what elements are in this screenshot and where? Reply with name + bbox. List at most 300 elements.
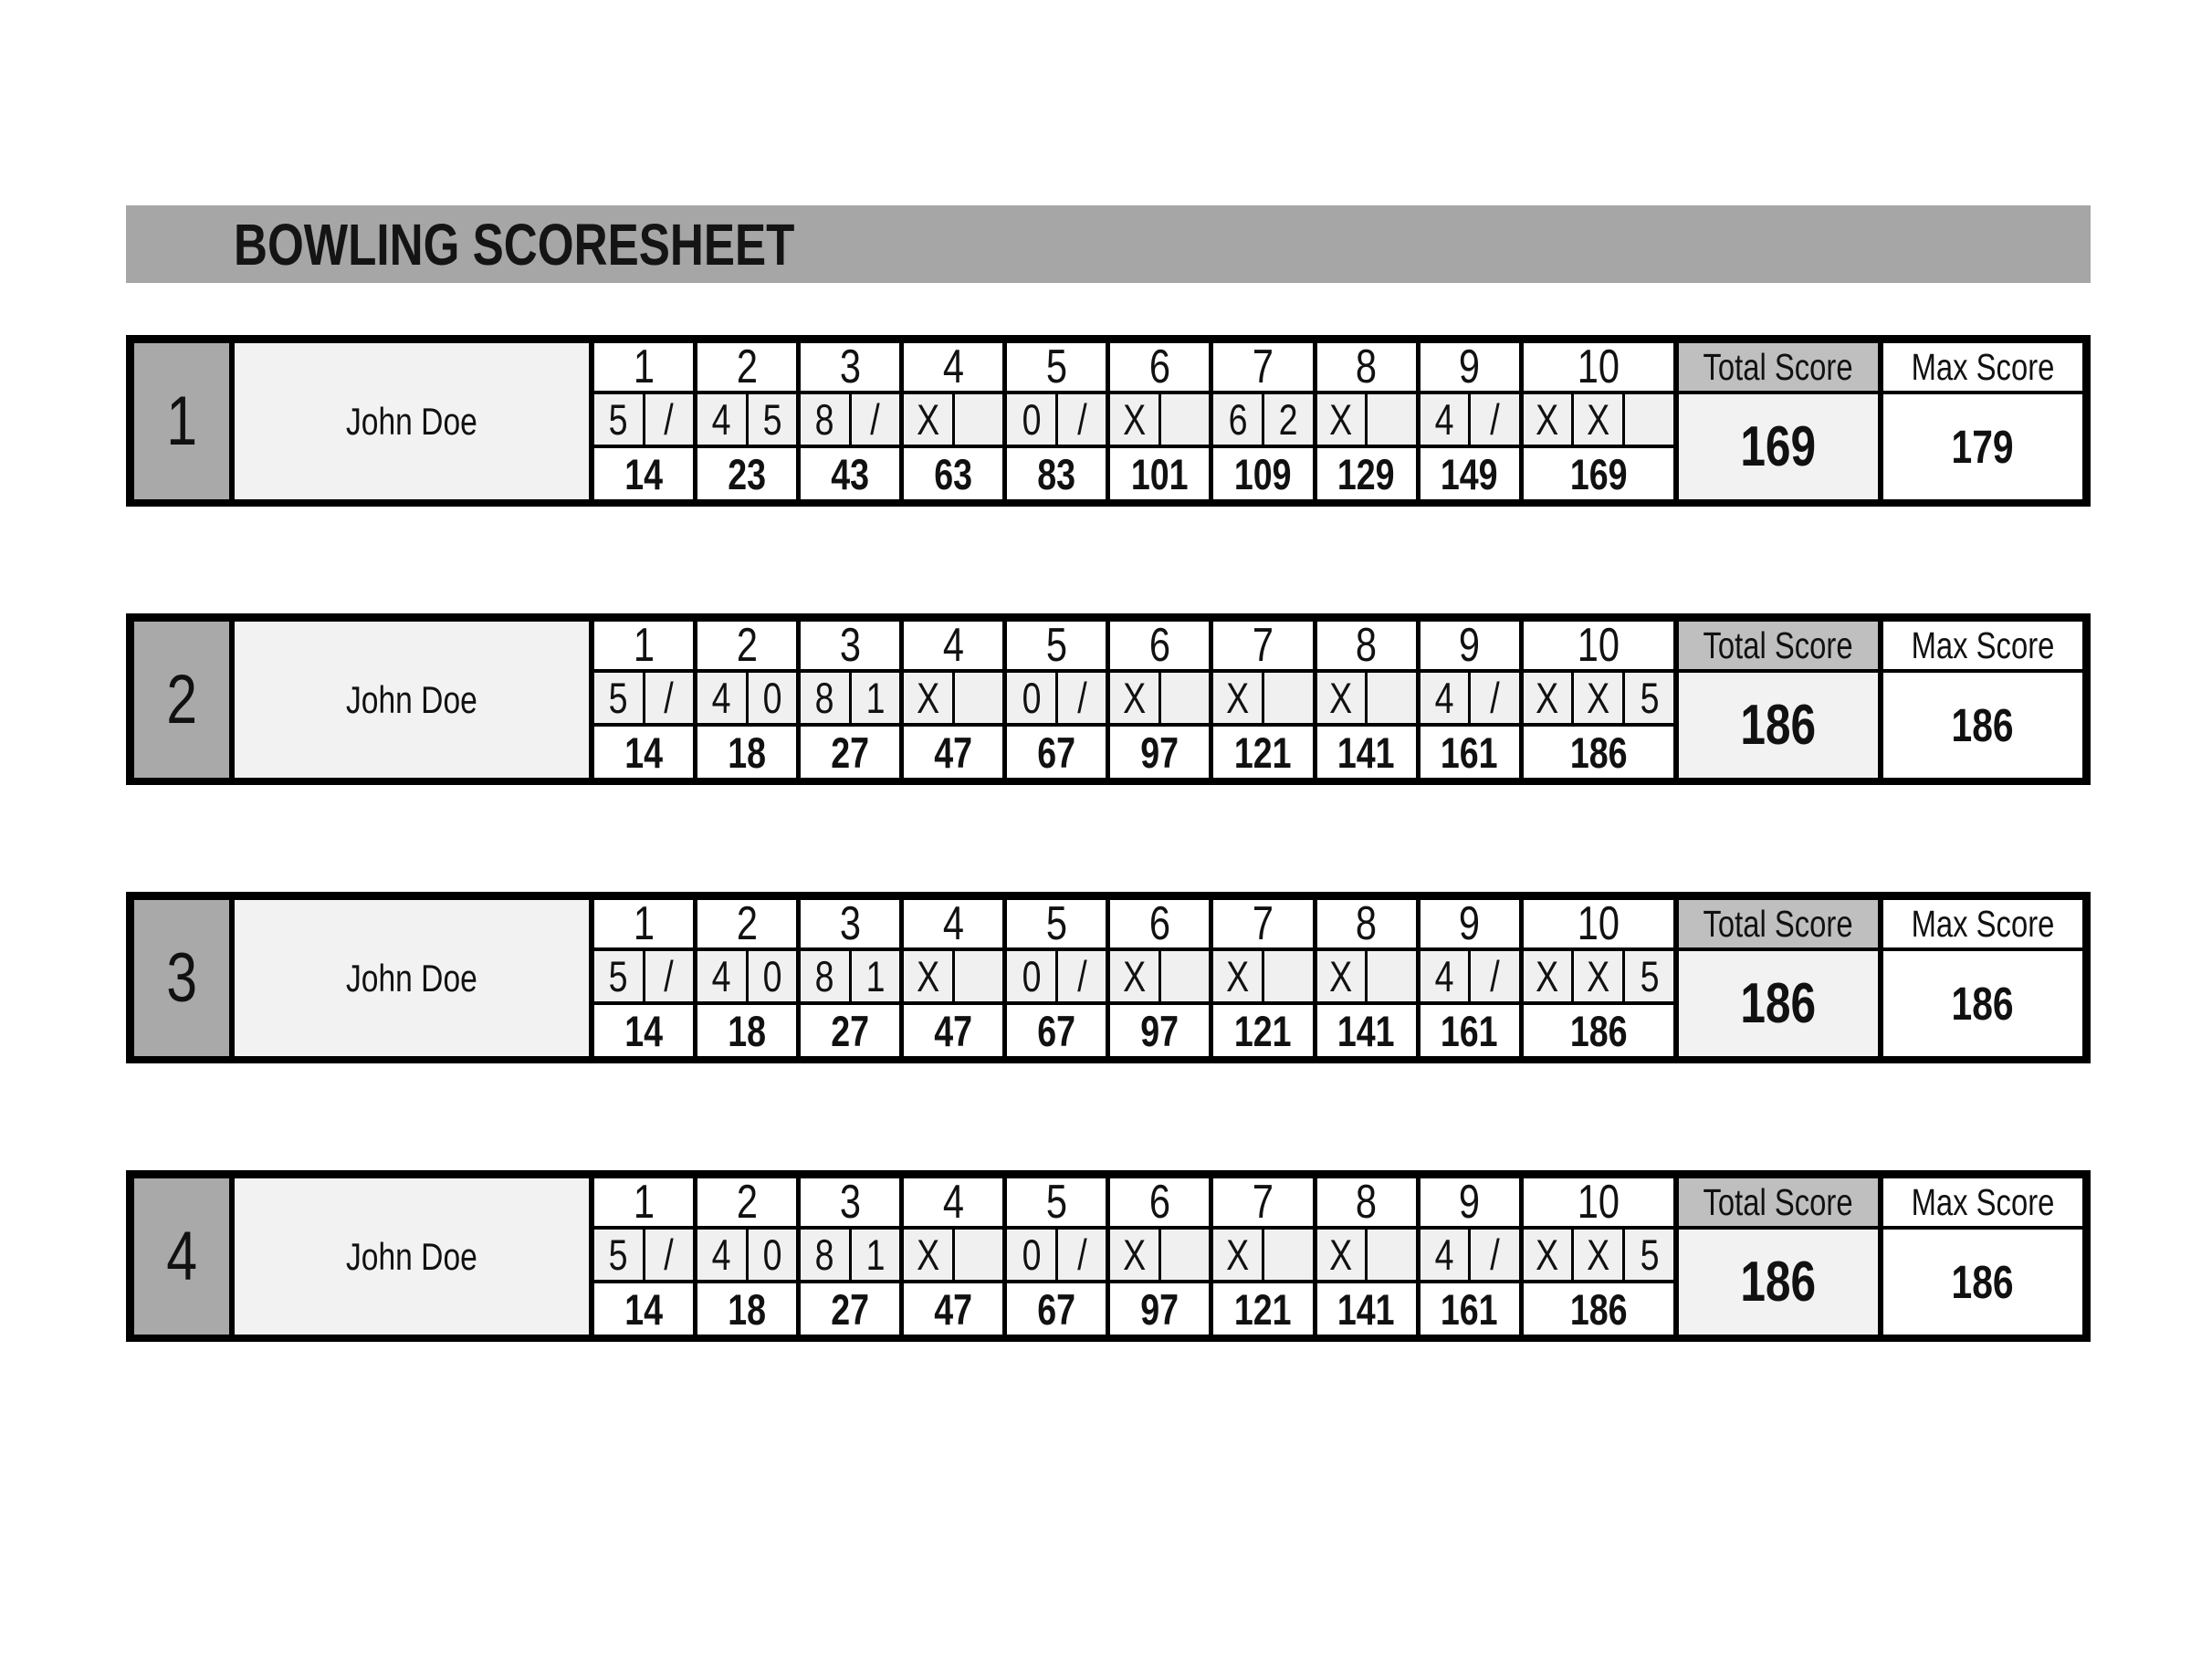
frame-throws [801,673,899,723]
throw-box[interactable] [1524,1230,1572,1280]
frame-number: 1 [633,897,655,950]
throw-box[interactable] [955,951,1003,1001]
throw-box[interactable] [1213,1230,1262,1280]
throw-box[interactable] [1368,673,1416,723]
throw-value: 4 [1434,674,1454,722]
throw-value: 0 [1022,674,1042,722]
throw-value: X [1329,674,1353,722]
throw-box[interactable] [749,951,797,1001]
throw-box[interactable] [1317,673,1366,723]
max-score-value [1883,394,2082,499]
throw-box[interactable] [1471,951,1519,1001]
frame-cumulative-cell [697,448,796,499]
frame-number: 4 [942,1176,964,1229]
max-score-value [1883,673,2082,778]
frame-column [1317,1178,1416,1335]
frame-number: 2 [736,1176,758,1229]
total-score-value [1679,951,1878,1056]
throw-value: / [664,952,675,1000]
throw-box[interactable] [1110,951,1158,1001]
cumulative-score: 63 [934,449,973,498]
throw-value: 0 [762,952,782,1000]
throw-value: 5 [762,395,782,444]
throw-box[interactable] [697,1230,746,1280]
throw-box[interactable] [955,1230,1003,1280]
throw-box[interactable] [645,673,694,723]
throw-box[interactable] [955,394,1003,445]
frame-number: 4 [942,340,964,393]
throw-value: 5 [1640,674,1660,722]
frame-cumulative-cell [1421,1005,1519,1056]
throw-box[interactable] [1264,951,1313,1001]
throw-value: X [1329,1230,1353,1279]
throw-box[interactable] [1007,394,1055,445]
throw-box[interactable] [1574,951,1622,1001]
frame-column [801,1178,899,1335]
game-row [126,613,2091,785]
frame-column [904,1178,1002,1335]
frame-column [697,340,796,499]
frame-column [697,897,796,1056]
frame-number: 8 [1356,1176,1378,1229]
throw-box[interactable] [852,394,900,445]
throw-value: / [1490,952,1500,1000]
throw-box[interactable] [1058,394,1106,445]
frame-number: 5 [1045,897,1067,950]
frame-header [904,1176,1002,1229]
title-bar [126,205,2091,283]
throw-box[interactable] [1471,394,1519,445]
frame-throws [1421,1230,1519,1280]
throw-box[interactable] [852,951,900,1001]
cumulative-score: 83 [1037,449,1076,498]
throw-box[interactable] [1161,951,1210,1001]
game-number-cell [134,343,229,499]
throw-box[interactable] [904,394,952,445]
cumulative-score: 97 [1140,1284,1179,1334]
frame-header [1317,897,1416,950]
cumulative-score: 67 [1037,728,1076,777]
throw-box[interactable] [1317,394,1366,445]
frame-header [1110,619,1209,672]
frame-number: 3 [839,340,861,393]
throw-value: 4 [1434,1230,1454,1279]
frame-throws [594,673,693,723]
throw-box[interactable] [1264,673,1313,723]
frame-cumulative-cell [801,727,899,778]
frame-column [1007,340,1106,499]
throw-box[interactable] [1213,673,1262,723]
frame-cumulative-cell [1213,448,1312,499]
frame-number: 5 [1045,619,1067,672]
frame-header [697,1176,796,1229]
frame-throws [1007,673,1106,723]
throw-value: X [1587,395,1610,444]
frame-cumulative-cell [801,448,899,499]
player-name: John Doe [346,956,477,1000]
throw-box[interactable] [1625,673,1673,723]
throw-box[interactable] [1574,1230,1622,1280]
frame-cumulative-cell [801,1283,899,1335]
frames-grid [594,1178,1673,1335]
game-number: 1 [166,382,197,460]
frame-throws [1524,673,1673,723]
frame-cumulative-cell [1007,1283,1106,1335]
frames-grid [594,619,1673,778]
throw-box[interactable] [904,673,952,723]
frame-cumulative-cell [1421,448,1519,499]
total-score-header [1679,343,1878,391]
frame-cumulative-cell [1213,1005,1312,1056]
frame-number: 7 [1252,619,1274,672]
cumulative-score: 14 [624,1006,663,1055]
frame-throws [594,394,693,445]
throw-value: 4 [711,674,731,722]
max-score-header [1883,622,2082,669]
player-name-cell[interactable] [235,1178,589,1335]
cumulative-score: 141 [1337,1006,1395,1055]
throw-value: X [1123,952,1147,1000]
frame-number: 5 [1045,1176,1067,1229]
throw-value: 8 [814,952,834,1000]
throw-box[interactable] [1110,394,1158,445]
max-score-label: Max Score [1911,623,2055,666]
frame-header [1213,619,1312,672]
frame-header [1317,1176,1416,1229]
frame-cumulative-cell [594,727,693,778]
throw-box[interactable] [1574,673,1622,723]
frame-cumulative-cell [1007,727,1106,778]
game-number-cell [134,1178,229,1335]
frame-number: 9 [1459,619,1481,672]
player-name: John Doe [346,1234,477,1278]
throw-box[interactable] [1161,673,1210,723]
frame-number: 4 [942,897,964,950]
frame-throws [594,1230,693,1280]
frame-cumulative-cell [1007,1005,1106,1056]
frame-number: 3 [839,897,861,950]
throw-box[interactable] [1368,394,1416,445]
cumulative-score: 121 [1234,1284,1292,1334]
throw-value: 0 [1022,1230,1042,1279]
frame-cumulative-cell [594,1283,693,1335]
throw-box[interactable] [1625,951,1673,1001]
player-name-cell[interactable] [235,343,589,499]
frame-throws [1213,951,1312,1001]
throw-box[interactable] [904,1230,952,1280]
frame-cumulative-cell [1213,727,1312,778]
throw-box[interactable] [1317,1230,1366,1280]
throw-box[interactable] [1421,1230,1469,1280]
cumulative-score: 186 [1569,1006,1628,1055]
frame-header [594,1176,693,1229]
frame-throws [904,394,1002,445]
frame-throws [904,951,1002,1001]
frame-throws [1524,951,1673,1001]
throw-box[interactable] [1213,394,1262,445]
throw-box[interactable] [904,951,952,1001]
frame-header [801,340,899,393]
throw-value: / [1490,395,1500,444]
throw-box[interactable] [1524,951,1572,1001]
frame-header [1007,1176,1106,1229]
throw-value: X [1123,1230,1147,1279]
cumulative-score: 14 [624,1284,663,1334]
frame-throws [1110,951,1209,1001]
frame-header [904,340,1002,393]
throw-value: X [1536,674,1559,722]
throw-box[interactable] [749,394,797,445]
throw-box[interactable] [1524,394,1572,445]
max-score-column [1883,343,2082,499]
max-score-header [1883,343,2082,391]
frame-cumulative-cell [1421,727,1519,778]
throw-box[interactable] [594,1230,643,1280]
frame-header [1524,897,1673,950]
frame-header [1007,619,1106,672]
frame-cumulative-cell [904,1005,1002,1056]
throw-box[interactable] [1161,1230,1210,1280]
throw-box[interactable] [1110,673,1158,723]
cumulative-score: 14 [624,728,663,777]
frame-throws [904,1230,1002,1280]
frame-throws [697,394,796,445]
max-score-column [1883,622,2082,778]
throw-box[interactable] [697,673,746,723]
frame-header [594,340,693,393]
frame-column [1421,340,1519,499]
frame-column [1317,340,1416,499]
frame-header [801,897,899,950]
frame-header [1421,619,1519,672]
frame-number: 2 [736,897,758,950]
frame-cumulative-cell [1110,1005,1209,1056]
frame-number: 8 [1356,340,1378,393]
throw-box[interactable] [645,1230,694,1280]
throw-value: 5 [1640,1230,1660,1279]
throw-box[interactable] [594,951,643,1001]
frame-cumulative-cell [594,1005,693,1056]
player-name-cell[interactable] [235,622,589,778]
max-score-number: 186 [1951,699,2015,751]
frame-header [594,619,693,672]
frame-cumulative-cell [697,1005,796,1056]
cumulative-score: 67 [1037,1284,1076,1334]
max-score-column [1883,900,2082,1056]
throw-box[interactable] [1524,673,1572,723]
total-score-label: Total Score [1703,623,1854,666]
throw-box[interactable] [594,673,643,723]
frame-throws [1213,1230,1312,1280]
frame-column [904,340,1002,499]
total-score-column [1679,900,1878,1056]
frame-header [697,340,796,393]
throw-value: / [1076,1230,1087,1279]
throw-value: 2 [1278,395,1298,444]
throw-value: 0 [1022,395,1042,444]
throw-value: 1 [865,674,886,722]
throw-value: / [1490,674,1500,722]
throw-box[interactable] [1161,394,1210,445]
throw-value: 0 [762,1230,782,1279]
frame-header [1007,897,1106,950]
max-score-label: Max Score [1911,1180,2055,1223]
max-score-value [1883,951,2082,1056]
throw-box[interactable] [1213,951,1262,1001]
max-score-number: 186 [1951,978,2015,1030]
frame-header [697,619,796,672]
total-score-header [1679,900,1878,947]
frame-column [1007,1178,1106,1335]
throw-value: X [1536,395,1559,444]
throw-box[interactable] [1625,394,1673,445]
frame-column [1524,340,1673,499]
throw-box[interactable] [1368,951,1416,1001]
frame-cumulative-cell [801,1005,899,1056]
throw-box[interactable] [801,1230,849,1280]
throw-box[interactable] [1625,1230,1673,1280]
cumulative-score: 67 [1037,1006,1076,1055]
frame-column [594,619,693,778]
frame-column [1110,340,1209,499]
total-score-label: Total Score [1703,1180,1854,1223]
frame-column [1421,619,1519,778]
player-name: John Doe [346,399,477,443]
max-score-header [1883,1178,2082,1226]
throw-value: 5 [608,674,628,722]
throw-box[interactable] [594,394,643,445]
game-number: 4 [166,1218,197,1295]
cumulative-score: 161 [1441,1006,1499,1055]
throw-box[interactable] [1421,394,1469,445]
player-name-cell[interactable] [235,900,589,1056]
frame-throws [1110,394,1209,445]
cumulative-score: 169 [1569,449,1628,498]
throw-box[interactable] [1421,673,1469,723]
total-score-column [1679,1178,1878,1335]
frame-column [697,619,796,778]
frame-column [1524,897,1673,1056]
total-score-number: 186 [1740,694,1817,757]
throw-box[interactable] [1110,1230,1158,1280]
throw-box[interactable] [1058,951,1106,1001]
frame-number: 8 [1356,619,1378,672]
throw-value: X [1123,395,1147,444]
frame-header [1213,1176,1312,1229]
throw-box[interactable] [697,394,746,445]
total-score-column [1679,343,1878,499]
frame-header [594,897,693,950]
cumulative-score: 43 [831,449,870,498]
frame-throws [1110,673,1209,723]
max-score-number: 186 [1951,1256,2015,1308]
throw-box[interactable] [852,673,900,723]
frame-column [801,340,899,499]
throw-box[interactable] [801,673,849,723]
frame-cumulative-cell [1421,1283,1519,1335]
frame-column [904,619,1002,778]
throw-box[interactable] [1264,394,1313,445]
total-score-header [1679,622,1878,669]
frame-header [1524,619,1673,672]
max-score-column [1883,1178,2082,1335]
throw-value: 5 [608,395,628,444]
frame-throws [1421,673,1519,723]
throw-box[interactable] [801,394,849,445]
frame-column [1007,619,1106,778]
throw-value: / [1076,674,1087,722]
throw-box[interactable] [1317,951,1366,1001]
throw-box[interactable] [1471,1230,1519,1280]
throw-box[interactable] [955,673,1003,723]
throw-box[interactable] [1007,951,1055,1001]
throw-box[interactable] [1058,673,1106,723]
throw-value: X [1587,674,1610,722]
cumulative-score: 101 [1131,449,1189,498]
throw-box[interactable] [645,951,694,1001]
frame-cumulative-cell [1317,1005,1416,1056]
throw-value: X [916,1230,940,1279]
frame-number: 6 [1148,1176,1170,1229]
frame-throws [697,673,796,723]
frame-header [1007,340,1106,393]
frame-number: 8 [1356,897,1378,950]
throw-box[interactable] [1007,673,1055,723]
throw-box[interactable] [852,1230,900,1280]
throw-box[interactable] [801,951,849,1001]
frame-cumulative-cell [1524,727,1673,778]
throw-box[interactable] [1421,951,1469,1001]
throw-box[interactable] [1264,1230,1313,1280]
frame-column [1524,619,1673,778]
cumulative-score: 161 [1441,1284,1499,1334]
frame-header [1213,340,1312,393]
frame-number: 6 [1148,340,1170,393]
frame-number: 1 [633,340,655,393]
throw-box[interactable] [1368,1230,1416,1280]
frame-cumulative-cell [1524,448,1673,499]
frame-cumulative-cell [904,727,1002,778]
frame-header [697,897,796,950]
throw-box[interactable] [1574,394,1622,445]
frame-cumulative-cell [1317,448,1416,499]
throw-value: X [1226,952,1250,1000]
throw-box[interactable] [1471,673,1519,723]
frame-column [1110,619,1209,778]
total-score-label: Total Score [1703,902,1854,945]
frame-column [1524,1178,1673,1335]
frame-column [1317,897,1416,1056]
frame-column [1110,1178,1209,1335]
frame-number: 10 [1577,1176,1620,1229]
frame-throws [1213,673,1312,723]
total-score-label: Total Score [1703,345,1854,388]
throw-box[interactable] [1058,1230,1106,1280]
throw-box[interactable] [749,673,797,723]
game-row [126,1170,2091,1342]
game-number-cell [134,622,229,778]
frame-header [1421,897,1519,950]
throw-box[interactable] [1007,1230,1055,1280]
throw-value: X [1226,674,1250,722]
throw-box[interactable] [749,1230,797,1280]
throw-value: X [916,395,940,444]
cumulative-score: 109 [1234,449,1292,498]
throw-box[interactable] [645,394,694,445]
frame-number: 5 [1045,340,1067,393]
throw-box[interactable] [697,951,746,1001]
frame-header [1110,340,1209,393]
